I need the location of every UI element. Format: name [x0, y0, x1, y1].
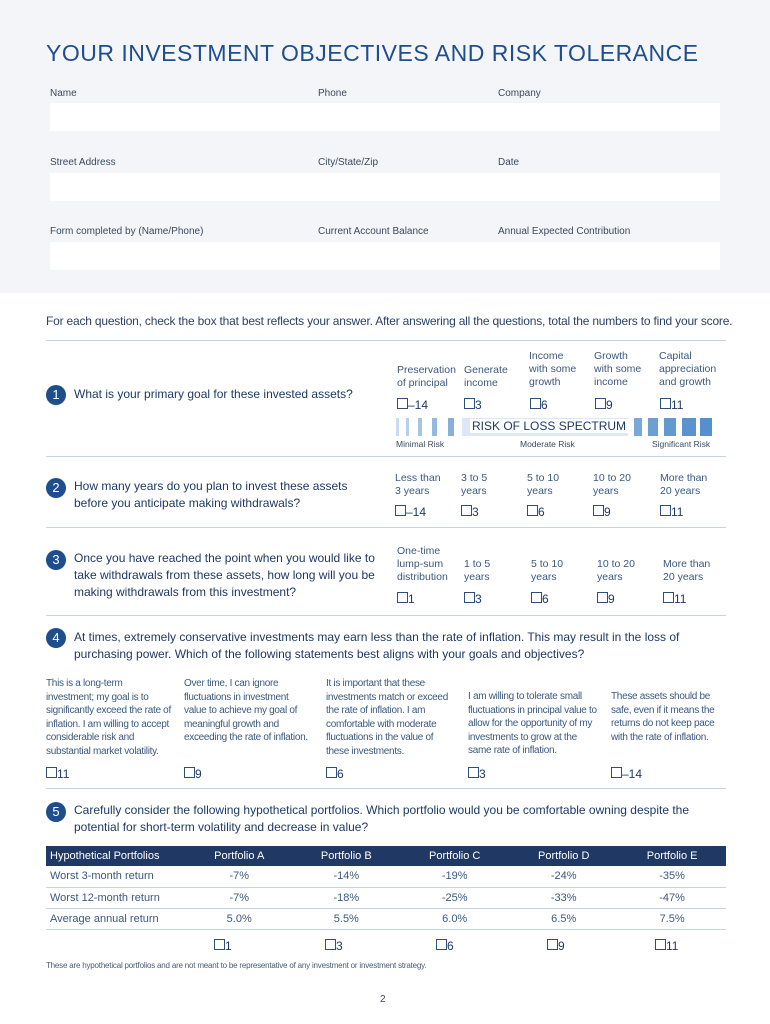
column-header: Portfolio E: [618, 846, 726, 866]
checkbox[interactable]: [593, 505, 604, 516]
q4-option-label: This is a long-term investment; my goal is to significantly exceed the rate of inflation. I am willing to accept considerable risk and substantial market volatility.: [46, 678, 171, 757]
table-cell: -33%: [509, 887, 618, 908]
checkbox[interactable]: [468, 767, 479, 778]
q5-choice[interactable]: [214, 937, 232, 955]
checkbox[interactable]: [547, 939, 558, 950]
checkbox[interactable]: [611, 767, 622, 778]
q3-choice[interactable]: [464, 590, 482, 608]
divider: [46, 527, 726, 528]
score-value: 9: [606, 398, 613, 412]
score-value: 3: [479, 767, 486, 781]
q2-choice[interactable]: [660, 503, 683, 521]
score-value: 1: [408, 592, 415, 606]
score-value: 3: [336, 939, 343, 953]
q1-option-label: Growth with some income: [594, 350, 642, 388]
checkbox[interactable]: [660, 398, 671, 409]
score-value: 6: [541, 398, 548, 412]
page-number: 2: [380, 994, 386, 1005]
q3-option-label: 1 to 5 years: [464, 558, 491, 583]
checkbox[interactable]: [595, 398, 606, 409]
checkbox[interactable]: [395, 505, 406, 516]
table-cell: -7%: [186, 866, 292, 887]
moderate-risk-label: Moderate Risk: [520, 439, 575, 449]
table-row: [46, 866, 726, 887]
column-header: Hypothetical Portfolios: [46, 846, 186, 866]
table-cell: 7.5%: [618, 908, 726, 929]
question-number: 1: [46, 385, 66, 405]
checkbox[interactable]: [464, 398, 475, 409]
checkbox[interactable]: [461, 505, 472, 516]
table-cell: -35%: [618, 866, 726, 887]
spectrum-title: RISK OF LOSS SPECTRUM: [472, 419, 627, 433]
table-cell: -19%: [400, 866, 509, 887]
question-number: 3: [46, 550, 66, 570]
q1-option-label: Preservation of principal: [397, 364, 456, 389]
table-cell: Average annual return: [46, 908, 186, 929]
checkbox[interactable]: [527, 505, 538, 516]
question-1-text: What is your primary goal for these invested assets?: [74, 387, 353, 401]
q4-choice[interactable]: [611, 765, 642, 783]
score-value: 3: [472, 505, 479, 519]
score-value: 11: [674, 592, 687, 606]
score-value: 9: [558, 939, 565, 953]
q4-option-label: It is important that these investments match or exceed the rate of inflation. I am comfortable with moderate fluctuations in the value of these investments.: [326, 678, 448, 757]
q3-option-label: 10 to 20 years: [597, 558, 635, 583]
checkbox[interactable]: [46, 767, 57, 778]
q2-choice[interactable]: [461, 503, 479, 521]
page-title: YOUR INVESTMENT OBJECTIVES AND RISK TOLERANCE: [46, 40, 699, 66]
question-2-text: How many years do you plan to invest these assets before you anticipate making withdrawals?: [74, 479, 348, 510]
checkbox[interactable]: [436, 939, 447, 950]
table-cell: Worst 12-month return: [46, 887, 186, 908]
table-cell: -7%: [186, 887, 292, 908]
checkbox[interactable]: [655, 939, 666, 950]
checkbox[interactable]: [184, 767, 195, 778]
divider: [46, 788, 726, 789]
q4-choice[interactable]: [184, 765, 202, 783]
q4-choice[interactable]: [46, 765, 69, 783]
question-3-text: Once you have reached the point when you would like to take withdrawals from these assets, how long will you be making withdrawals from this investment?: [74, 551, 375, 599]
table-cell: -24%: [509, 866, 618, 887]
q2-option-label: Less than 3 years: [395, 472, 441, 497]
divider: [46, 615, 726, 616]
q5-choice[interactable]: [547, 937, 565, 955]
company-label: Company: [498, 88, 541, 99]
completed-by-label: Form completed by (Name/Phone): [50, 226, 204, 237]
q4-option-label: I am willing to tolerate small fluctuations in principal value to allow for the opportunity of my investments to grow at the same rate of inflation.: [468, 691, 597, 756]
street-label: Street Address: [50, 157, 116, 168]
table-cell: -25%: [400, 887, 509, 908]
q3-choice[interactable]: [663, 590, 686, 608]
question-number: 5: [46, 802, 66, 822]
q5-choice[interactable]: [436, 937, 454, 955]
q3-choice[interactable]: [531, 590, 549, 608]
date-label: Date: [498, 157, 520, 168]
name-label: Name: [50, 88, 77, 99]
table-cell: 6.0%: [400, 908, 509, 929]
column-header: Portfolio D: [509, 846, 618, 866]
q5-choice[interactable]: [325, 937, 343, 955]
column-header: Portfolio C: [400, 846, 509, 866]
q3-choice[interactable]: [597, 590, 615, 608]
table-cell: 5.5%: [292, 908, 400, 929]
checkbox[interactable]: [663, 592, 674, 603]
name-phone-company-field[interactable]: [50, 103, 720, 131]
question-5-text: Carefully consider the following hypothetical portfolios. Which portfolio would you be comfortable owning despite the potential for short-term volatility and decrease in value?: [74, 803, 690, 834]
score-value: 11: [671, 398, 684, 412]
table-row: [46, 908, 726, 929]
q1-choice[interactable]: [530, 396, 548, 414]
instructions: For each question, check the box that best reflects your answer. After answering all the questions, total the numbers to find your score.: [46, 314, 733, 328]
q4-choice[interactable]: [326, 765, 344, 783]
table-cell: -18%: [292, 887, 400, 908]
checkbox[interactable]: [660, 505, 671, 516]
q2-option-label: More than 20 years: [660, 472, 708, 497]
question-number: 4: [46, 628, 66, 648]
contribution-label: Annual Expected Contribution: [498, 226, 631, 237]
column-header: Portfolio A: [186, 846, 292, 866]
table-cell: 5.0%: [186, 908, 292, 929]
question-number: 2: [46, 478, 66, 498]
score-value: –14: [406, 505, 427, 519]
significant-risk-label: Significant Risk: [652, 439, 711, 449]
checkbox[interactable]: [397, 398, 408, 409]
q2-option-label: 10 to 20 years: [593, 472, 631, 497]
score-value: 11: [57, 767, 70, 781]
checkbox[interactable]: [531, 592, 542, 603]
q1-choice[interactable]: [660, 396, 683, 414]
score-value: 6: [542, 592, 549, 606]
checkbox[interactable]: [325, 939, 336, 950]
table-cell: -14%: [292, 866, 400, 887]
score-value: 3: [475, 398, 482, 412]
q2-choice[interactable]: [395, 503, 426, 521]
score-value: 9: [604, 505, 611, 519]
q1-choice[interactable]: [397, 396, 428, 414]
q3-option-label: More than 20 years: [663, 558, 711, 583]
q4-choice[interactable]: [468, 765, 486, 783]
score-value: 9: [195, 767, 202, 781]
q5-choice[interactable]: [655, 937, 678, 955]
address-date-field[interactable]: [50, 173, 720, 201]
checkbox[interactable]: [397, 592, 408, 603]
checkbox[interactable]: [214, 939, 225, 950]
divider: [46, 456, 726, 457]
checkbox[interactable]: [597, 592, 608, 603]
q2-choice[interactable]: [527, 503, 545, 521]
q3-option-label: 5 to 10 years: [531, 558, 564, 583]
score-value: 11: [671, 505, 684, 519]
q4-option-label: These assets should be safe, even if it means the returns do not keep pace with the rate of inflation.: [611, 691, 715, 743]
q2-option-label: 3 to 5 years: [461, 472, 488, 497]
table-cell: -47%: [618, 887, 726, 908]
footnote: These are hypothetical portfolios and are not meant to be representative of any investment or investment strategy.: [46, 961, 427, 970]
score-value: 3: [475, 592, 482, 606]
phone-label: Phone: [318, 88, 347, 99]
account-info-field[interactable]: [50, 242, 720, 270]
score-value: 11: [666, 939, 679, 953]
minimal-risk-label: Minimal Risk: [396, 439, 445, 449]
checkbox[interactable]: [326, 767, 337, 778]
q1-option-label: Income with some growth: [529, 350, 577, 388]
column-header: Portfolio B: [292, 846, 400, 866]
score-value: –14: [408, 398, 429, 412]
score-value: 6: [337, 767, 344, 781]
q2-option-label: 5 to 10 years: [527, 472, 560, 497]
checkbox[interactable]: [530, 398, 541, 409]
q1-choice[interactable]: [595, 396, 613, 414]
q3-choice[interactable]: [397, 590, 415, 608]
divider: [46, 340, 726, 341]
q3-option-label: One-time lump-sum distribution: [397, 545, 448, 583]
table-row: [46, 887, 726, 908]
balance-label: Current Account Balance: [318, 226, 429, 237]
score-value: 1: [225, 939, 232, 953]
q1-option-label: Capital appreciation and growth: [659, 350, 717, 388]
score-value: 6: [538, 505, 545, 519]
score-value: 6: [447, 939, 454, 953]
q1-option-label: Generate income: [464, 364, 508, 389]
q1-choice[interactable]: [464, 396, 482, 414]
score-value: 9: [608, 592, 615, 606]
question-4-text: At times, extremely conservative investments may earn less than the rate of inflation. This may result in the loss of purchasing power. Which of the following statements best aligns with your goals and objectives?: [74, 630, 680, 661]
q2-choice[interactable]: [593, 503, 611, 521]
table-header-row: [46, 846, 726, 866]
city-label: City/State/Zip: [318, 157, 379, 168]
q4-option-label: Over time, I can ignore fluctuations in investment value to achieve my goal of meaningful growth and exceeding the rate of inflation.: [184, 678, 308, 743]
table-cell: Worst 3-month return: [46, 866, 186, 887]
table-cell: 6.5%: [509, 908, 618, 929]
portfolio-table: [46, 846, 726, 930]
score-value: –14: [622, 767, 643, 781]
checkbox[interactable]: [464, 592, 475, 603]
